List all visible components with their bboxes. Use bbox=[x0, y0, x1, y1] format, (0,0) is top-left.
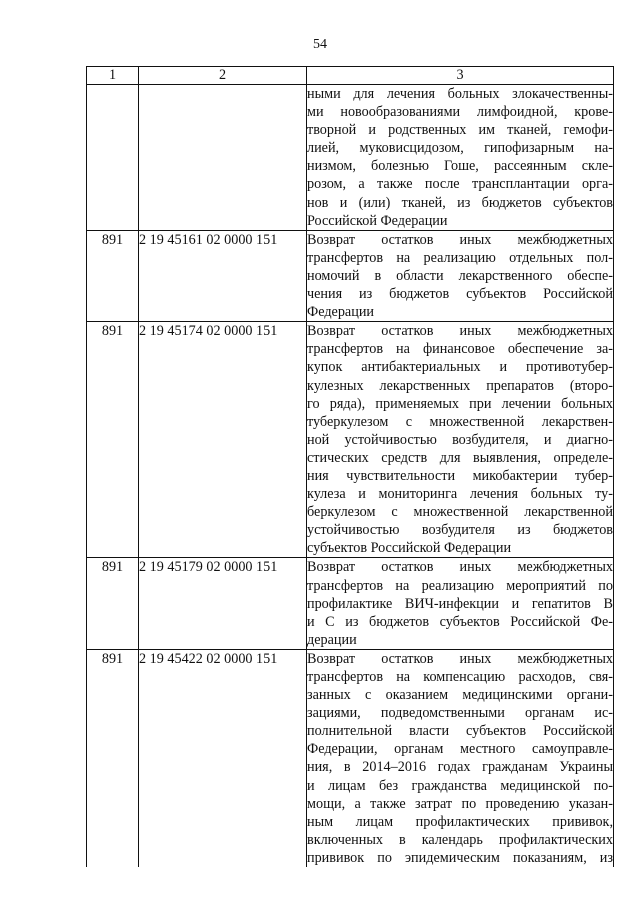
admin-code-cell bbox=[87, 85, 139, 231]
budget-classification-code-cell: 2 19 45161 02 0000 151 bbox=[139, 230, 307, 321]
description-line: профилактике ВИЧ-инфекции и гепатитов В bbox=[307, 595, 613, 612]
description-line: дерации bbox=[307, 631, 357, 648]
description-line: ными для лечения больных злокачественны- bbox=[307, 86, 613, 102]
budget-classification-code-cell: 2 19 45179 02 0000 151 bbox=[139, 558, 307, 649]
description-line: Возврат остатков иных межбюджетных bbox=[307, 559, 613, 576]
budget-classification-code-cell bbox=[139, 85, 307, 231]
description-line: ной устойчивостью возбудителя, и диагно- bbox=[307, 431, 613, 448]
description-line: трансфертов на реализацию отдельных пол- bbox=[307, 249, 613, 266]
description-line: ния чувствительности микобактерии тубер- bbox=[307, 467, 613, 484]
budget-classification-code-cell: 2 19 45422 02 0000 151 bbox=[139, 649, 307, 867]
column-header-1: 1 bbox=[87, 67, 139, 85]
description-line: и лицам без гражданства медицинской по- bbox=[307, 777, 613, 794]
table-row bbox=[87, 85, 614, 231]
table-row bbox=[87, 558, 614, 649]
description-line: туберкулезом с множественной лекарствен- bbox=[307, 413, 613, 430]
description-line: ния, в 2014–2016 годах гражданам Украины bbox=[307, 759, 613, 776]
description-line: ным лицам профилактических прививок, bbox=[307, 813, 613, 830]
budget-classification-code-cell: 2 19 45174 02 0000 151 bbox=[139, 322, 307, 558]
description-line: ми новообразованиями лимфоидной, крове- bbox=[307, 104, 613, 121]
description-line: кулеза и мониторинга лечения больных ту- bbox=[307, 486, 613, 503]
description-line: чения из бюджетов субъектов Российской bbox=[307, 286, 613, 303]
description-line: творной и родственных им тканей, гемофи- bbox=[307, 122, 613, 139]
table-row bbox=[87, 322, 614, 558]
description-line: Российской Федерации bbox=[307, 212, 448, 229]
description-line: Федерации, органам местного самоуправле- bbox=[307, 741, 613, 758]
budget-codes-table bbox=[86, 66, 614, 867]
page-number: 54 bbox=[313, 37, 327, 52]
description-line: Возврат остатков иных межбюджетных bbox=[307, 231, 613, 248]
description-line: трансфертов на финансовое обеспечение за- bbox=[307, 341, 613, 358]
description-line: зациями, подведомственными органам ис- bbox=[307, 705, 613, 722]
description-line: трансфертов на компенсацию расходов, свя- bbox=[307, 669, 613, 685]
description-cell bbox=[307, 558, 614, 649]
description-line: Федерации bbox=[307, 304, 375, 321]
description-line: кулезных лекарственных препаратов (второ- bbox=[307, 377, 613, 394]
description-cell bbox=[307, 230, 614, 321]
description-line: мощи, а также затрат по проведению указан- bbox=[307, 795, 613, 812]
description-line: и С из бюджетов субъектов Российской Фе- bbox=[307, 613, 613, 630]
admin-code-cell: 891 bbox=[87, 322, 139, 558]
description-line: беркулезом с множественной лекарственной bbox=[307, 504, 613, 521]
column-header-3: 3 bbox=[307, 67, 614, 85]
description-line: трансфертов на реализацию мероприятий по bbox=[307, 577, 613, 594]
table-row bbox=[87, 649, 614, 867]
description-line: нов и (или) тканей, из бюджетов субъектов bbox=[307, 194, 613, 211]
description-line: го ряда), применяемых при лечении больных bbox=[307, 395, 613, 412]
table-header-row bbox=[87, 67, 614, 85]
description-line: субъектов Российской Федерации bbox=[307, 540, 512, 557]
description-line: розом, а также после трансплантации орга- bbox=[307, 176, 613, 193]
description-line: занных с оказанием медицинскими органи- bbox=[307, 687, 613, 704]
description-line: Возврат остатков иных межбюджетных bbox=[307, 323, 613, 340]
table-row bbox=[87, 230, 614, 321]
description-line: купок антибактериальных и противотубер- bbox=[307, 359, 613, 376]
table-body bbox=[87, 85, 614, 868]
description-line: стических средств для выявления, определе- bbox=[307, 449, 613, 466]
description-line: лией, муковисцидозом, гипофизарным на- bbox=[307, 140, 613, 157]
description-cell bbox=[307, 322, 614, 558]
description-cell bbox=[307, 649, 614, 867]
description-line: Возврат остатков иных межбюджетных bbox=[307, 650, 613, 667]
description-line: номочий в области лекарственного обеспе- bbox=[307, 267, 613, 284]
description-line: включенных в календарь профилактических bbox=[307, 831, 613, 848]
admin-code-cell: 891 bbox=[87, 230, 139, 321]
description-line: устойчивостью возбудителя из бюджетов bbox=[307, 522, 613, 539]
column-header-2: 2 bbox=[139, 67, 307, 85]
description-line: полнительной власти субъектов Российской bbox=[307, 723, 613, 740]
admin-code-cell: 891 bbox=[87, 558, 139, 649]
description-line: низмом, болезнью Гоше, рассеянным скле- bbox=[307, 158, 613, 175]
description-line: прививок по эпидемическим показаниям, из bbox=[307, 849, 613, 866]
admin-code-cell: 891 bbox=[87, 649, 139, 867]
description-cell bbox=[307, 85, 614, 231]
